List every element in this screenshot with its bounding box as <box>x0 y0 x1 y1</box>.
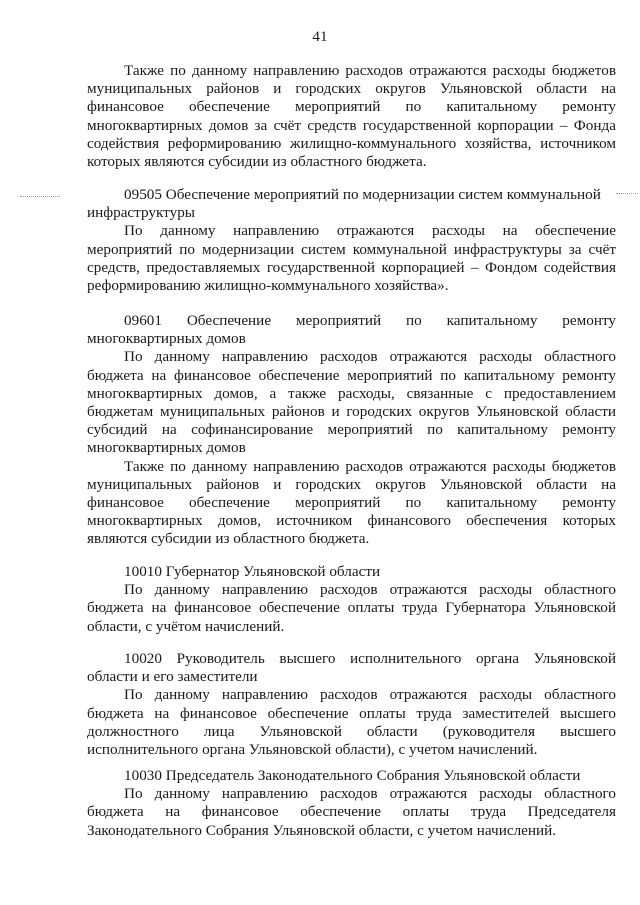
section-10020 <box>87 650 616 759</box>
text-line: бюджета на финансовое обеспечение оплаты труда Губернатора Ульяновской <box>87 599 616 617</box>
scan-artifact-dots <box>616 193 638 195</box>
text-line: бюджета на финансовое обеспечение оплаты труда Председателя <box>87 803 616 821</box>
text-line: Законодательного Собрания Ульяновской области, с учетом начислений. <box>87 821 557 839</box>
section-10030 <box>87 767 616 840</box>
text-line: реформированию жилищно-коммунального хозяйства». <box>87 276 449 294</box>
text-line: По данному направлению расходов отражаются расходы областного <box>124 581 616 599</box>
section-heading: инфраструктуры <box>87 204 195 222</box>
text-line: Также по данному направлению расходов отражаются расходы бюджетов <box>124 62 616 79</box>
text-line: субсидий на софинансирование мероприятий по капитальному ремонту <box>87 421 616 439</box>
section-heading: 09601 Обеспечение мероприятий по капитальному ремонту <box>124 312 616 329</box>
text-line: муниципальных районов и городских округов Ульяновской области на <box>87 80 616 98</box>
text-line: многоквартирных домов, источником финансового обеспечения которых <box>87 512 616 530</box>
section-heading: 09505 Обеспечение мероприятий по модернизации систем коммунальной <box>124 186 601 203</box>
text-line: средств, предоставляемых государственной корпорацией – Фондом содействия <box>87 258 616 276</box>
section-heading: 10010 Губернатор Ульяновской области <box>124 563 381 580</box>
text-line: бюджета на финансовое обеспечение мероприятий по капитальному ремонту <box>87 366 616 384</box>
section-heading: области и его заместители <box>87 668 258 686</box>
text-line: содействия реформированию жилищно-коммунального хозяйства, источником <box>87 134 616 152</box>
text-line: бюджетам муниципальных районов и городских округов Ульяновской области <box>87 402 616 420</box>
text-line: области, с учётом начислений. <box>87 617 285 635</box>
text-line: По данному направлению расходов отражаются расходы областного <box>124 785 616 803</box>
section-heading: 10030 Председатель Законодательного Собрания Ульяновской области <box>124 767 581 784</box>
text-line: По данному направлению расходов отражаются расходы областного <box>124 686 616 704</box>
text-line: исполнительного органа Ульяновской области), с учетом начислений. <box>87 740 538 758</box>
text-line: многоквартирных домов, а также расходы, связанные с предоставлением <box>87 384 616 402</box>
section-09601 <box>87 312 616 548</box>
page-number: 41 <box>312 28 328 45</box>
text-line: бюджета на финансовое обеспечение оплаты труда заместителей высшего <box>87 704 616 722</box>
text-line: многоквартирных домов <box>87 439 246 457</box>
text-line: многоквартирных домов за счёт средств государственной корпорации – Фонда <box>87 116 616 134</box>
text-line: муниципальных районов и городских округов Ульяновской области на <box>87 475 616 493</box>
section-09505 <box>87 186 616 295</box>
section-heading: 10020 Руководитель высшего исполнительного органа Ульяновской <box>124 650 616 667</box>
text-line: которых являются субсидии из областного бюджета. <box>87 152 427 170</box>
scan-artifact-dots <box>20 196 60 198</box>
text-line: являются субсидии из областного бюджета. <box>87 530 370 548</box>
text-line: финансовое обеспечение мероприятий по капитальному ремонту <box>87 493 616 511</box>
text-line: По данному направлению расходов отражаются расходы областного <box>124 348 616 366</box>
text-line: финансовое обеспечение мероприятий по капитальному ремонту <box>87 98 616 116</box>
text-line: мероприятий по модернизации систем коммунальной инфраструктуры за счёт <box>87 240 616 258</box>
text-line: По данному направлению отражаются расходы на обеспечение <box>124 222 616 240</box>
paragraph-subsidies-fund <box>87 62 616 171</box>
section-10010 <box>87 563 616 636</box>
text-line: Также по данному направлению расходов отражаются расходы бюджетов <box>124 457 616 475</box>
section-heading: многоквартирных домов <box>87 330 246 348</box>
text-line: должностного лица Ульяновской области (руководителя высшего <box>87 722 616 740</box>
